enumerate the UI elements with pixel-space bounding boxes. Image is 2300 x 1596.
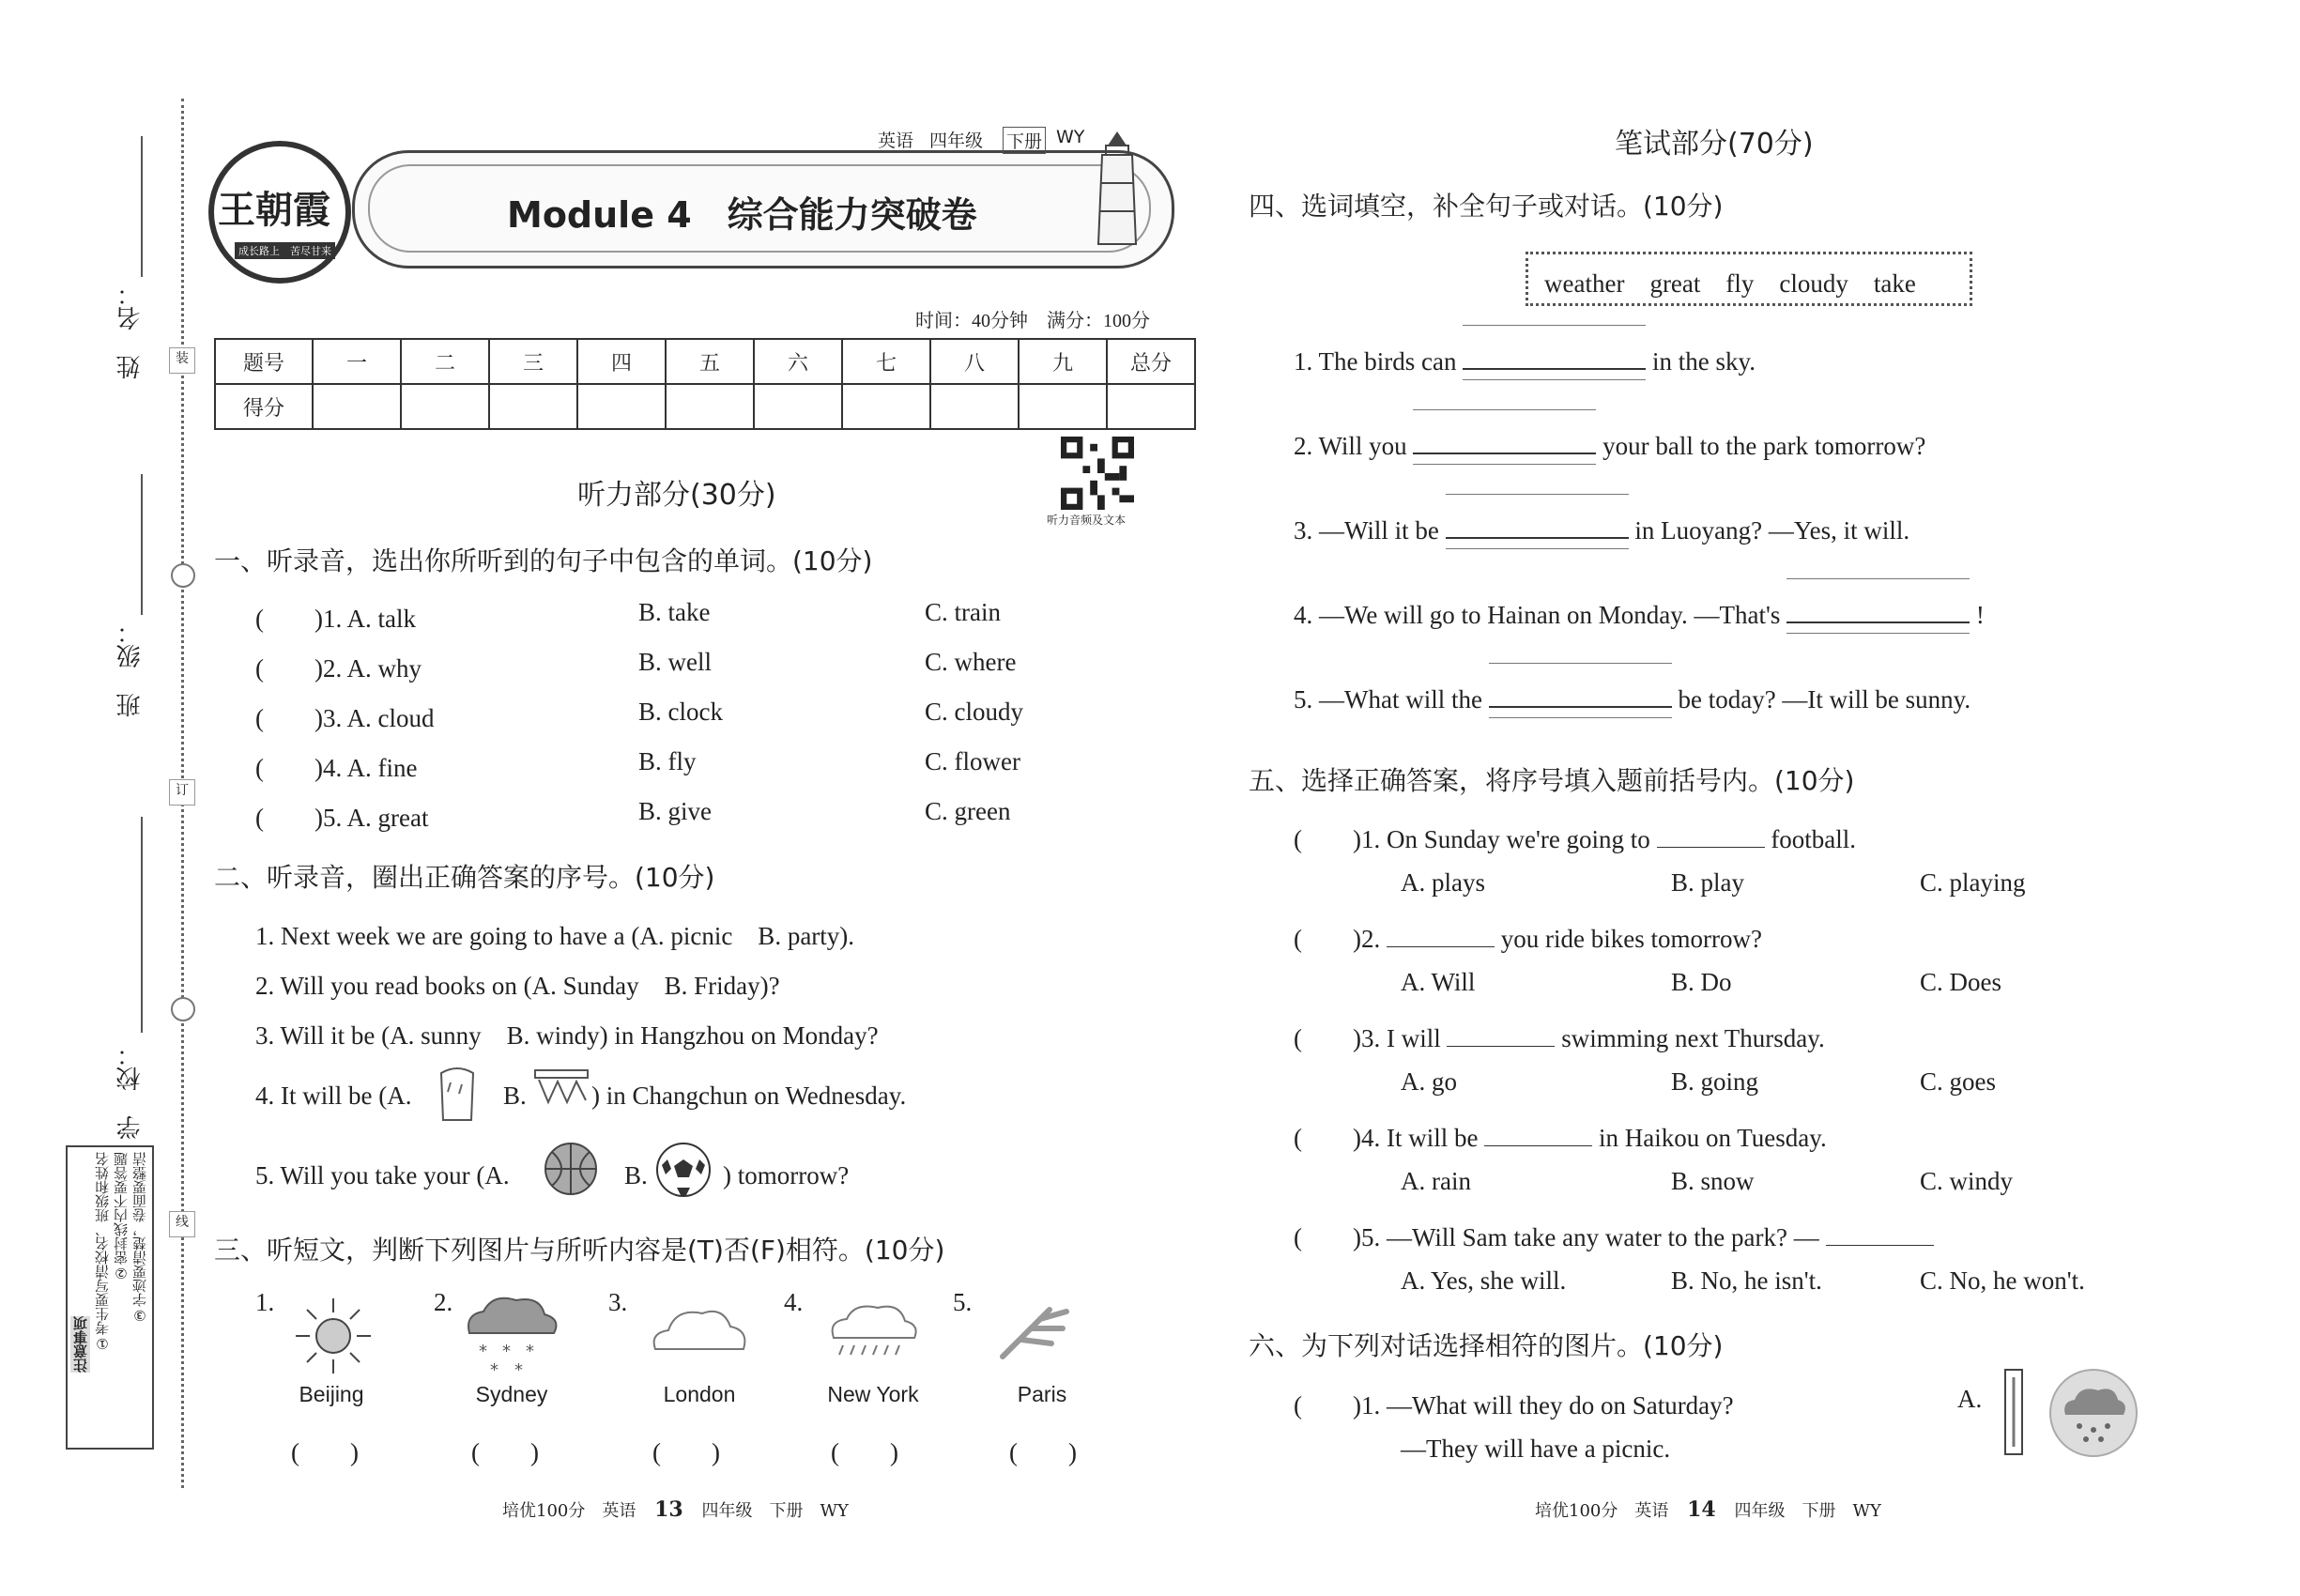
score-cell: 三 xyxy=(489,339,577,384)
s5-blank[interactable] xyxy=(1447,1029,1555,1047)
s1-option-b: B. well xyxy=(638,648,712,676)
s3-answer-paren[interactable]: ( ) xyxy=(471,1438,539,1466)
subject-tag: 英语 xyxy=(878,130,914,151)
score-cell: 九 xyxy=(1019,339,1107,384)
s3-number: 3. xyxy=(608,1288,628,1316)
s2-question: 2. Will you read books on (A. Sunday B. Friday)? xyxy=(255,972,780,1000)
word-bank: weather great fly cloudy take xyxy=(1544,269,1916,298)
s3-city: New York xyxy=(827,1382,919,1406)
s2-q5-option-b: B. xyxy=(624,1161,648,1189)
s2-question: 5. Will you take your (A. xyxy=(255,1161,510,1189)
s5-question xyxy=(1294,819,1856,855)
class-field[interactable] xyxy=(141,474,143,615)
score-input[interactable] xyxy=(1019,384,1107,429)
s5-q-post: you ride bikes tomorrow? xyxy=(1500,925,1762,953)
s1-option-c: C. flower xyxy=(925,747,1020,775)
section-2-title: 二、听录音，圈出正确答案的序号。(10分) xyxy=(214,862,715,893)
s5-option-c: C. goes xyxy=(1920,1067,1996,1096)
s3-answer-paren[interactable]: ( ) xyxy=(652,1438,720,1466)
s1-option-a: ( )1. A. talk xyxy=(255,605,416,633)
s5-question xyxy=(1294,1117,1827,1154)
s1-option-b: B. clock xyxy=(638,698,723,726)
grade-tag: 四年级 xyxy=(929,130,984,151)
svg-text:*: * xyxy=(490,1360,498,1380)
binding-hole xyxy=(171,997,195,1021)
s5-option-a: A. rain xyxy=(1401,1167,1471,1195)
s4-post: ! xyxy=(1975,601,1985,629)
s3-city: Beijing xyxy=(299,1382,364,1406)
page-number-right: 14 xyxy=(1687,1497,1716,1522)
score-input[interactable] xyxy=(842,384,930,429)
name-field[interactable] xyxy=(141,136,143,277)
thermometer-icon xyxy=(2000,1366,2028,1460)
s1-option-b: B. take xyxy=(638,598,711,626)
s5-option-b: B. going xyxy=(1671,1067,1759,1096)
score-cell: 五 xyxy=(666,339,754,384)
footer-left-pre: 培优100分 英语 xyxy=(502,1501,636,1521)
s4-pre: 3. —Will it be xyxy=(1294,516,1439,545)
s4-pre: 2. Will you xyxy=(1294,432,1407,460)
score-cell: 八 xyxy=(930,339,1019,384)
s4-pre: 1. The birds can xyxy=(1294,347,1457,376)
s5-option-c: C. playing xyxy=(1920,868,2026,897)
footer-left xyxy=(502,1497,849,1522)
score-cell: 总分 xyxy=(1107,339,1195,384)
class-label: 班 级： xyxy=(116,620,145,717)
s4-answer-blank[interactable] xyxy=(1463,349,1646,370)
s6-option-a: A. xyxy=(1957,1385,1983,1413)
s3-number: 2. xyxy=(434,1288,453,1316)
basketball-icon xyxy=(543,1141,599,1197)
notice-item: ③字迹要清楚，卷面要整洁 xyxy=(131,1152,148,1324)
s5-option-b: B. play xyxy=(1671,868,1744,897)
cloud-icon xyxy=(648,1300,751,1357)
section-4-title: 四、选词填空，补全句子或对话。(10分) xyxy=(1249,191,1724,222)
score-input[interactable] xyxy=(313,384,401,429)
section-6-title: 六、为下列对话选择相符的图片。(10分) xyxy=(1249,1330,1724,1361)
svg-text:*: * xyxy=(514,1360,523,1380)
s3-number: 1. xyxy=(255,1288,275,1316)
s5-option-c: C. Does xyxy=(1920,968,2001,996)
s5-blank[interactable] xyxy=(1826,1228,1934,1246)
s2-question: 3. Will it be (A. sunny B. windy) in Hangzhou on Monday? xyxy=(255,1021,879,1050)
s4-answer-blank[interactable] xyxy=(1413,434,1596,454)
notice-item: ②密封线内不要答题 xyxy=(113,1152,130,1281)
rain-cloud-picture-icon xyxy=(2047,1366,2140,1460)
s5-q-pre: ( )2. xyxy=(1294,925,1381,953)
s4-answer-blank[interactable] xyxy=(1489,687,1672,708)
s1-option-c: C. train xyxy=(925,598,1001,626)
logo-text: 王朝霞 xyxy=(218,188,330,232)
s5-q-post: in Haikou on Tuesday. xyxy=(1598,1124,1827,1152)
s5-q-pre: ( )3. I will xyxy=(1294,1024,1441,1052)
writing-heading: 笔试部分(70分) xyxy=(1615,128,1814,161)
s3-city: Paris xyxy=(1017,1382,1067,1406)
time-info: 时间：40分钟 满分：100分 xyxy=(915,311,1150,331)
page-title: Module 4 综合能力突破卷 xyxy=(507,194,977,236)
s2-question: 1. Next week we are going to have a (A. picnic B. party). xyxy=(255,922,855,950)
footer-right-post: 四年级 下册 WY xyxy=(1734,1501,1881,1521)
cut-mark: 订 xyxy=(169,779,195,806)
s4-post: your ball to the park tomorrow? xyxy=(1602,432,1926,460)
s5-question xyxy=(1294,1217,1934,1253)
notice-item: ①考生要写清校名、班级和姓名 xyxy=(94,1152,111,1352)
s4-pre: 5. —What will the xyxy=(1294,685,1482,714)
score-input[interactable] xyxy=(666,384,754,429)
score-cell: 得分 xyxy=(215,384,313,429)
s4-post: in Luoyang? —Yes, it will. xyxy=(1634,516,1910,545)
s5-option-b: B. No, he isn't. xyxy=(1671,1266,1822,1295)
s5-option-a: A. go xyxy=(1401,1067,1457,1096)
score-input[interactable] xyxy=(577,384,666,429)
s4-post: be today? —It will be sunny. xyxy=(1678,685,1971,714)
qr-caption: 听力音频及文本 xyxy=(1047,514,1127,527)
s5-q-pre: ( )1. On Sunday we're going to xyxy=(1294,825,1650,853)
s5-q-pre: ( )4. It will be xyxy=(1294,1124,1479,1152)
s4-question xyxy=(1294,685,1970,714)
s3-city: Sydney xyxy=(475,1382,548,1406)
s1-option-a: ( )5. A. great xyxy=(255,804,429,832)
s4-question xyxy=(1294,347,1756,376)
snow-cloud-icon xyxy=(460,1291,563,1380)
name-label: 姓 名： xyxy=(116,282,145,379)
logo-slogan: 成长路上 苦尽甘来 xyxy=(235,242,335,259)
score-cell: 二 xyxy=(401,339,489,384)
s5-blank[interactable] xyxy=(1484,1128,1592,1146)
s5-question xyxy=(1294,918,1762,955)
section-3-title: 三、听短文，判断下列图片与所听内容是(T)否(F)相符。(10分) xyxy=(214,1235,945,1266)
s4-question xyxy=(1294,516,1909,545)
s3-number: 5. xyxy=(953,1288,973,1316)
s4-question xyxy=(1294,601,1985,630)
s2-q4-option-b: B. xyxy=(503,1082,527,1110)
s1-option-a: ( )4. A. fine xyxy=(255,754,418,782)
lighthouse-icon xyxy=(1080,127,1155,258)
s5-q-pre: ( )5. —Will Sam take any water to the park? — xyxy=(1294,1223,1819,1251)
sun-icon xyxy=(291,1294,376,1378)
score-input[interactable] xyxy=(489,384,577,429)
s2-question: 4. It will be (A. xyxy=(255,1082,412,1110)
score-value-row xyxy=(215,384,1195,429)
score-input[interactable] xyxy=(1107,384,1195,429)
footer-right xyxy=(1535,1497,1881,1522)
s6-answer-line: —They will have a picnic. xyxy=(1401,1435,1671,1463)
s5-q-post: swimming next Thursday. xyxy=(1561,1024,1825,1052)
s3-number: 4. xyxy=(784,1288,804,1316)
volume-tag: 下册 xyxy=(1003,127,1046,154)
notice-title: 注意事项 xyxy=(72,1316,89,1373)
s1-option-b: B. fly xyxy=(638,747,697,775)
s4-post: in the sky. xyxy=(1651,347,1756,376)
score-table xyxy=(214,338,1196,430)
cut-mark: 线 xyxy=(169,1211,195,1237)
school-field[interactable] xyxy=(141,817,143,1033)
s1-option-a: ( )3. A. cloud xyxy=(255,704,435,732)
s5-option-a: A. Yes, she will. xyxy=(1401,1266,1567,1295)
soccer-ball-icon xyxy=(654,1141,713,1199)
s5-question xyxy=(1294,1018,1825,1054)
wind-icon xyxy=(995,1300,1075,1371)
listening-heading: 听力部分(30分) xyxy=(577,479,776,512)
school-label: 学 校： xyxy=(116,1042,145,1140)
svg-text:*: * xyxy=(526,1342,534,1361)
s5-option-c: C. No, he won't. xyxy=(1920,1266,2085,1295)
footer-right-pre: 培优100分 英语 xyxy=(1535,1501,1669,1521)
s1-option-c: C. where xyxy=(925,648,1017,676)
s1-option-c: C. cloudy xyxy=(925,698,1023,726)
section-1-title: 一、听录音，选出你所听到的句子中包含的单词。(10分) xyxy=(214,545,873,576)
s1-option-c: C. green xyxy=(925,797,1011,825)
score-input[interactable] xyxy=(401,384,489,429)
s3-answer-paren[interactable]: ( ) xyxy=(291,1438,359,1466)
s4-question xyxy=(1294,432,1925,461)
rain-cloud-icon xyxy=(826,1300,920,1371)
svg-text:*: * xyxy=(479,1342,487,1361)
s3-city: London xyxy=(663,1382,736,1406)
wind-chart-icon xyxy=(533,1068,590,1106)
s5-q-post: football. xyxy=(1771,825,1857,853)
s5-option-b: B. Do xyxy=(1671,968,1732,996)
s5-blank[interactable] xyxy=(1657,830,1765,848)
svg-text:*: * xyxy=(502,1342,511,1361)
s1-option-b: B. give xyxy=(638,797,712,825)
s6-question: ( )1. —What will they do on Saturday? xyxy=(1294,1391,1734,1420)
s5-option-a: A. plays xyxy=(1401,868,1485,897)
s4-pre: 4. —We will go to Hainan on Monday. —That's xyxy=(1294,601,1781,629)
score-cell: 一 xyxy=(313,339,401,384)
notice-box xyxy=(66,1145,154,1450)
page-number-left: 13 xyxy=(654,1497,683,1522)
score-input[interactable] xyxy=(754,384,842,429)
s5-option-c: C. windy xyxy=(1920,1167,2014,1195)
s1-option-a: ( )2. A. why xyxy=(255,654,422,683)
s5-option-b: B. snow xyxy=(1671,1167,1755,1195)
s4-answer-blank[interactable] xyxy=(1786,603,1970,623)
thermometer-rain-icon xyxy=(434,1064,481,1125)
s2-q5-tail: ) tomorrow? xyxy=(723,1161,850,1189)
s3-answer-paren[interactable]: ( ) xyxy=(1009,1438,1077,1466)
qr-code-icon xyxy=(1061,437,1134,510)
score-input[interactable] xyxy=(930,384,1019,429)
s3-answer-paren[interactable]: ( ) xyxy=(831,1438,898,1466)
s5-option-a: A. Will xyxy=(1401,968,1476,996)
section-5-title: 五、选择正确答案，将序号填入题前括号内。(10分) xyxy=(1249,765,1855,796)
binding-hole xyxy=(171,563,195,588)
footer-left-post: 四年级 下册 WY xyxy=(701,1501,849,1521)
s2-q4-tail: ) in Changchun on Wednesday. xyxy=(591,1082,907,1110)
s5-blank[interactable] xyxy=(1387,929,1495,947)
edition-tag: WY xyxy=(1056,127,1085,147)
score-cell: 四 xyxy=(577,339,666,384)
score-header-row xyxy=(215,339,1195,384)
score-cell: 七 xyxy=(842,339,930,384)
score-cell: 六 xyxy=(754,339,842,384)
s4-answer-blank[interactable] xyxy=(1446,518,1629,539)
cut-mark: 装 xyxy=(169,347,195,374)
score-cell: 题号 xyxy=(215,339,313,384)
